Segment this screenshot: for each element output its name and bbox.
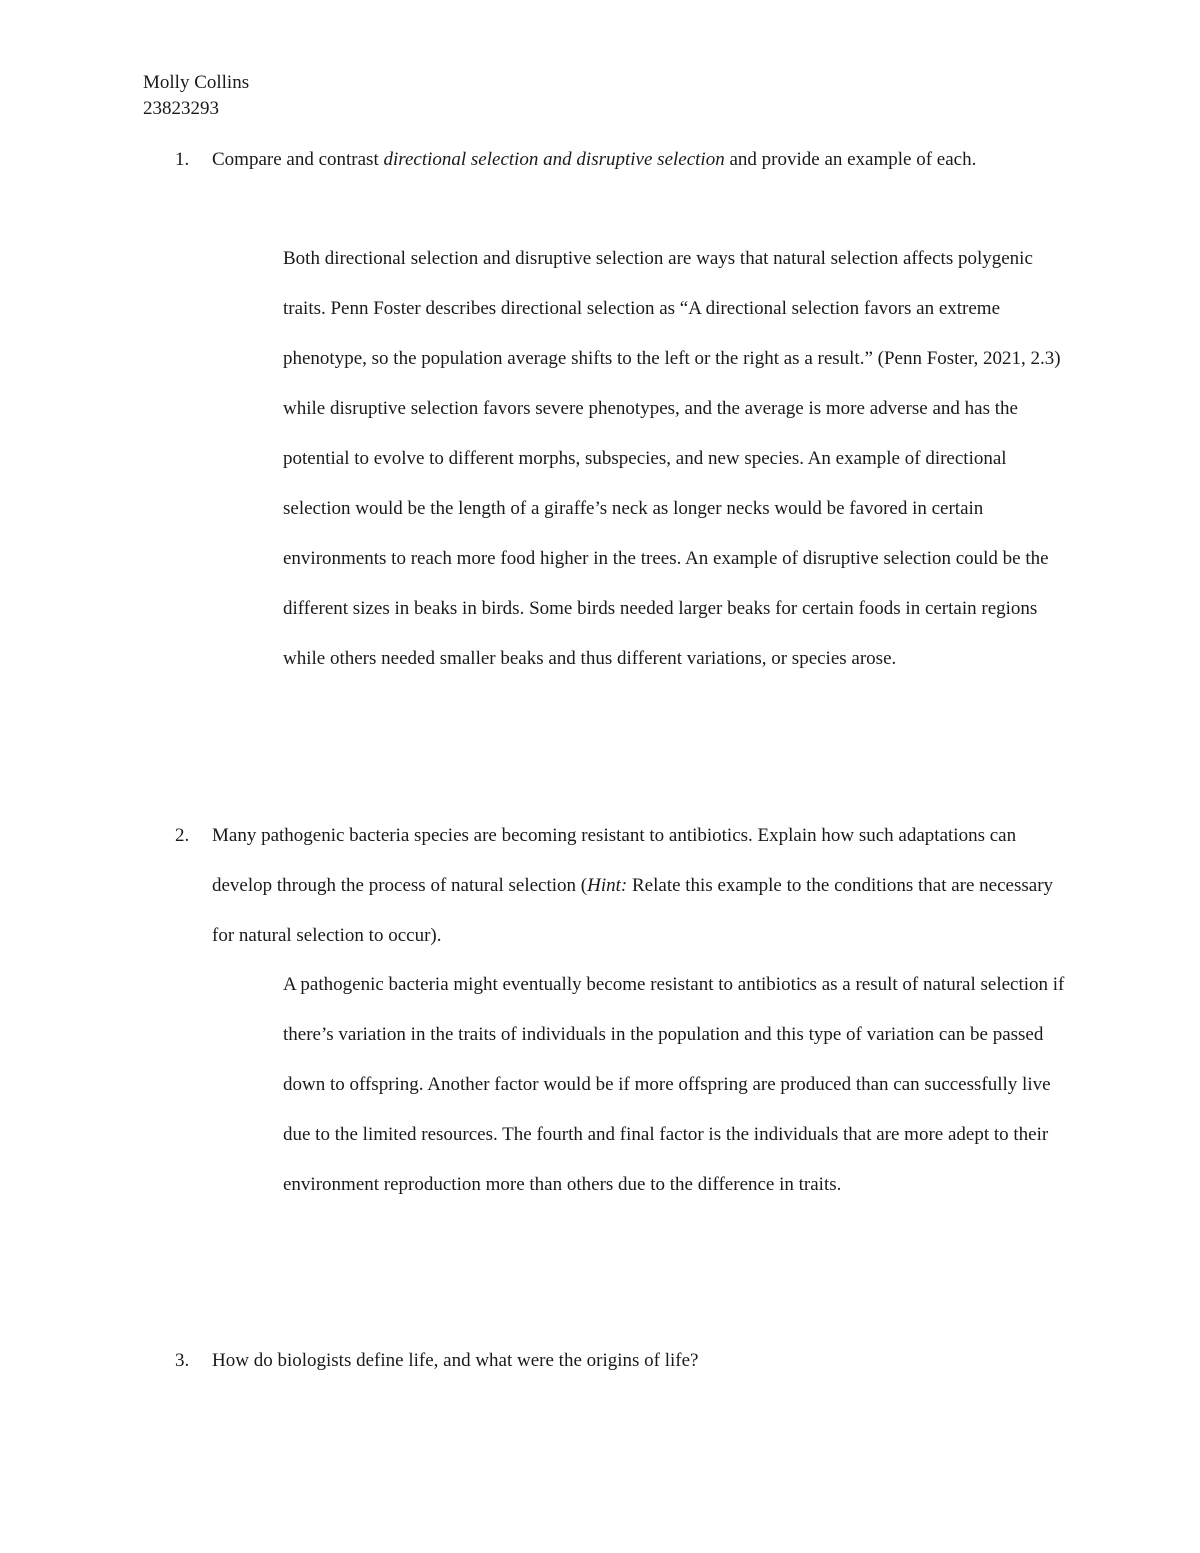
prompt-text: and provide an example of each. [724,149,977,170]
prompt-text: Many pathogenic bacteria species are becoming resistant to antibiotics. Explain how such adaptations can develop through the process of natural selection ( [212,825,1017,896]
question-number: 3. [175,1350,190,1371]
question-prompt [212,811,1072,961]
answer-2: A pathogenic bacteria might eventually become resistant to antibiotics as a result of natural selection if there’s variation in the traits of individuals in the population and this type of variation can be passed down to offspring. Another factor would be if more offspring are produced than can successfully live due to the limited resources. The fourth and final factor is the individuals that are more adept to their environment reproduction more than others due to the difference in traits. [283,974,1065,1195]
answer-1: Both directional selection and disruptive selection are ways that natural selection affects polygenic traits. Penn Foster describes directional selection as “A directional selection favors an extreme phenotype, so the population average shifts to the left or the right as a result.” (Penn Foster, 2021, 2.3) while disruptive selection favors severe phenotypes, and the average is more adverse and has the potential to evolve to different morphs, subspecies, and new species. An example of directional selection would be the length of a giraffe’s neck as longer necks would be favored in certain environments to reach more food higher in the trees. An example of disruptive selection could be the different sizes in beaks in birds. Some birds needed larger beaks for certain foods in certain regions while others needed smaller beaks and thus different variations, or species arose. [283,248,1061,669]
author-name: Molly Collins [143,72,250,93]
prompt-text: Compare and contrast [212,149,384,170]
question-number: 2. [175,825,190,846]
prompt-text: How do biologists define life, and what were the origins of life? [212,1350,699,1371]
prompt-text: Relate this example to the conditions that are necessary for natural selection to occur). [212,875,1054,946]
prompt-emphasis: Hint: [587,875,628,896]
question-number: 1. [175,149,190,170]
student-id: 23823293 [143,98,219,119]
question-prompt [212,1336,1072,1386]
question-prompt [212,135,1072,185]
prompt-emphasis: directional selection and disruptive selection [383,149,725,170]
